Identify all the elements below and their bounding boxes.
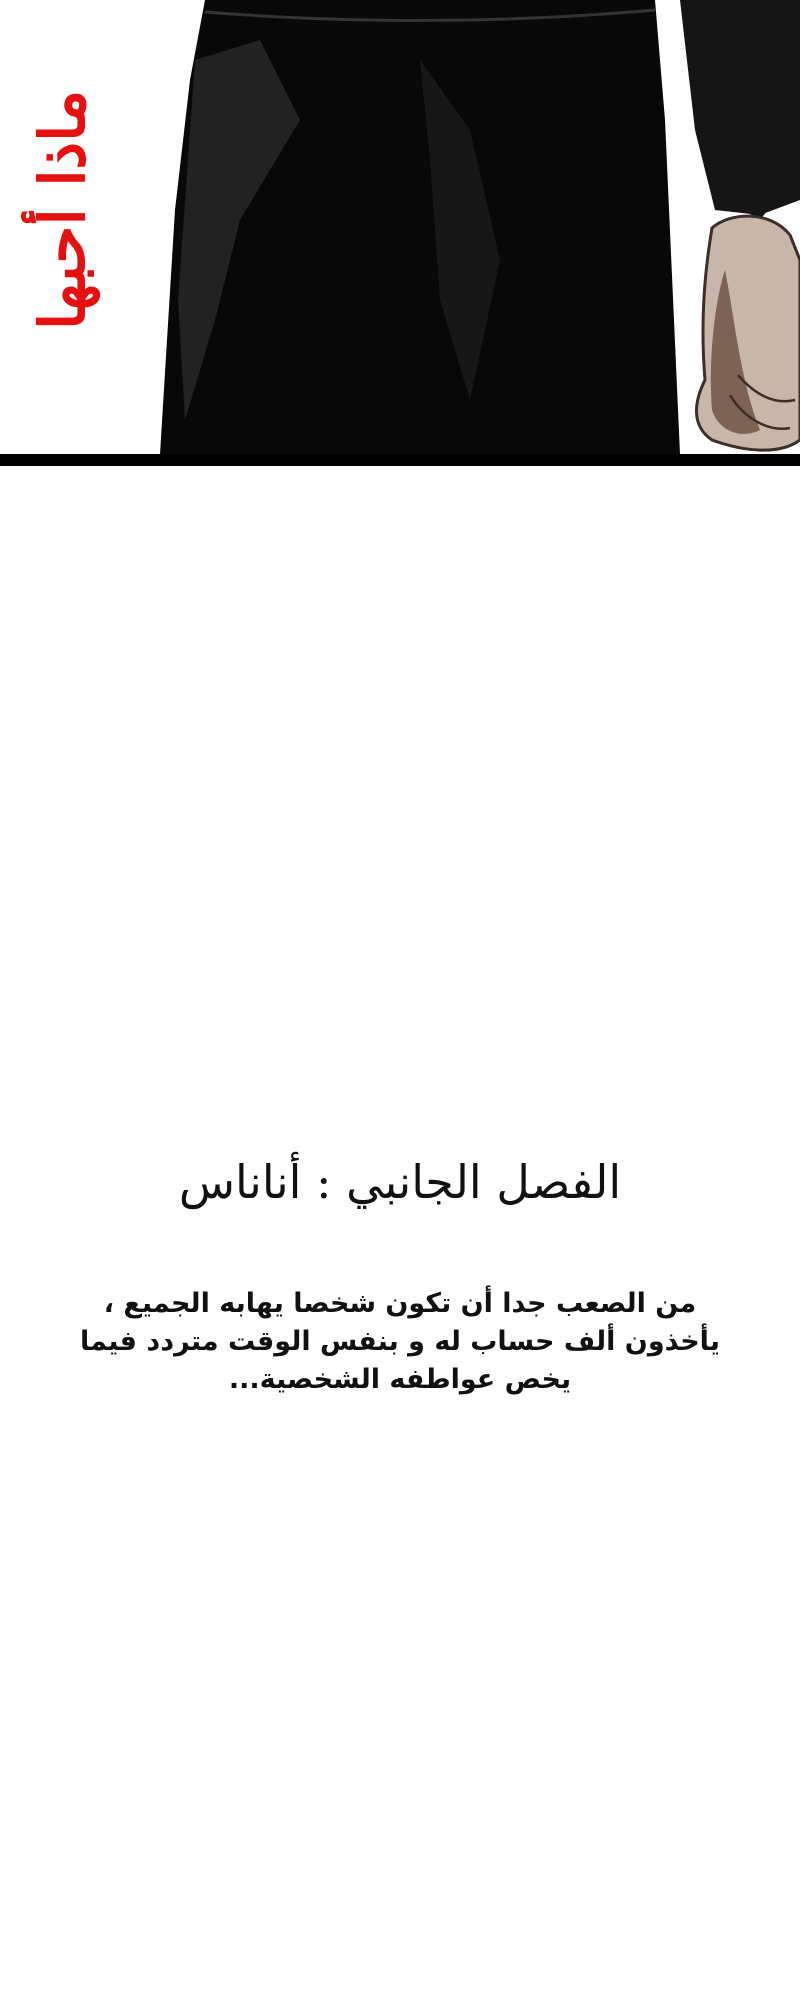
character-illustration bbox=[0, 0, 800, 466]
description-line: يخص عواطفه الشخصية... bbox=[228, 1364, 572, 1395]
comic-panel bbox=[0, 0, 800, 466]
panel-bottom-border bbox=[0, 454, 800, 466]
chapter-description bbox=[70, 1285, 730, 1399]
description-line: من الصعب جدا أن تكون شخصا يهابه الجميع ، bbox=[103, 1288, 697, 1319]
description-line: يأخذون ألف حساب له و بنفس الوقت متردد فيما bbox=[80, 1326, 720, 1357]
vertical-red-title: ماذا أحبها bbox=[26, 89, 99, 331]
chapter-title: الفصل الجانبي : أناناس bbox=[178, 1155, 622, 1209]
right-sleeve bbox=[680, 0, 800, 215]
